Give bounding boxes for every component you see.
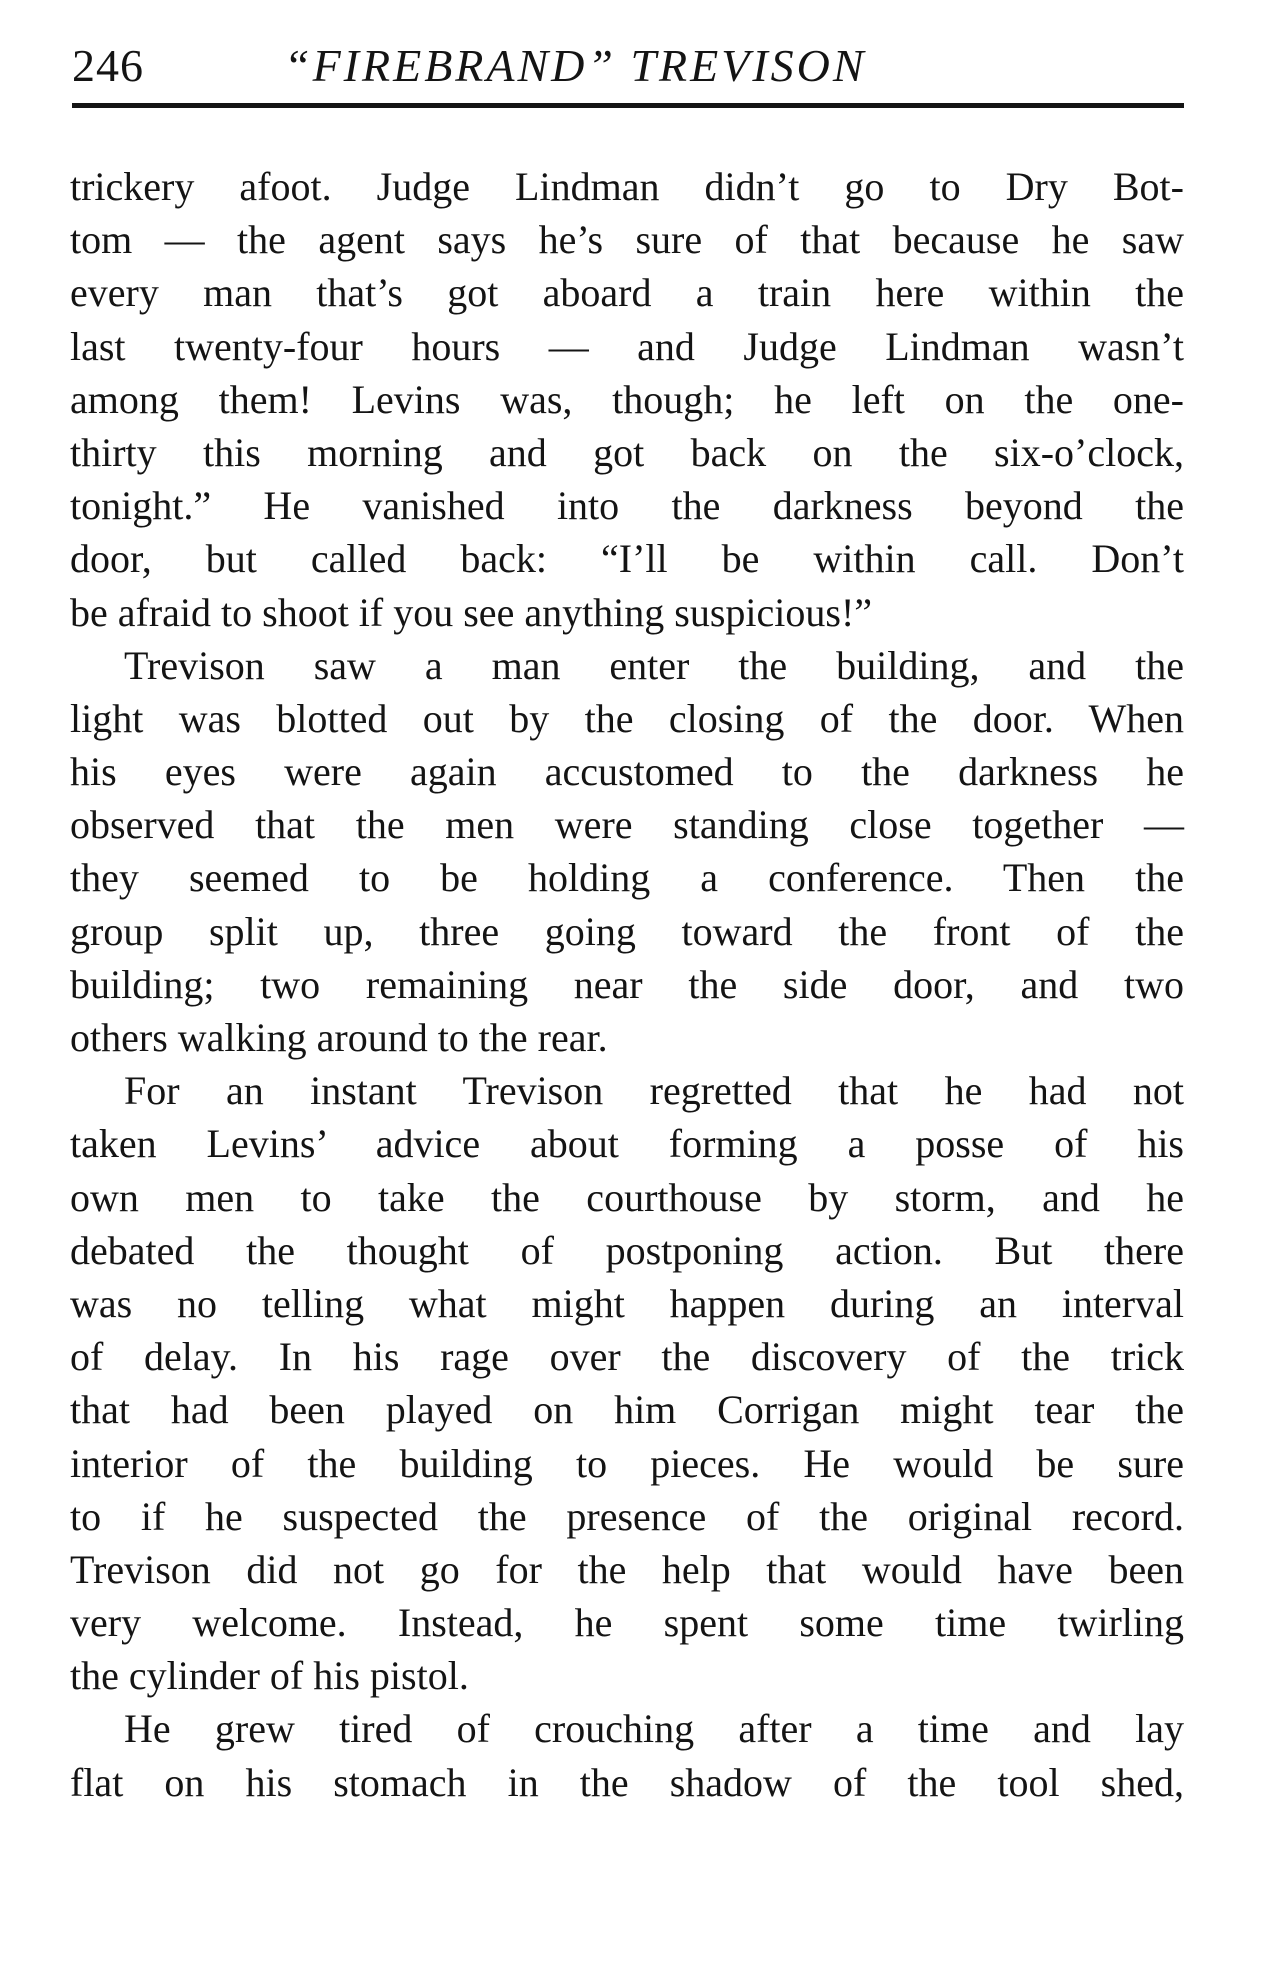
- paragraph-first-line: He grew tired of crouching after a time and lay: [124, 1706, 1184, 1752]
- text-line: his eyes were again accustomed to the darkness he: [70, 749, 1184, 795]
- running-title: “FIREBRAND” TREVISON: [284, 40, 867, 91]
- text-line: thirty this morning and got back on the six-o’clock,: [70, 429, 1184, 475]
- text-line: be afraid to shoot if you see anything suspicious!”: [70, 589, 873, 635]
- text-line: every man that’s got aboard a train here within the: [70, 270, 1184, 316]
- text-line: observed that the men were standing close together —: [70, 802, 1184, 848]
- text-line: interior of the building to pieces. He would be sure: [70, 1440, 1184, 1486]
- text-line: of delay. In his rage over the discovery of the trick: [70, 1334, 1184, 1380]
- text-line: they seemed to be holding a conference. Then the: [70, 855, 1184, 901]
- text-line: light was blotted out by the closing of the door. When: [70, 695, 1184, 741]
- text-line: taken Levins’ advice about forming a posse of his: [70, 1121, 1184, 1167]
- text-line: that had been played on him Corrigan might tear the: [70, 1387, 1184, 1433]
- text-line: among them! Levins was, though; he left on the one-: [70, 376, 1184, 422]
- paragraph-first-line: For an instant Trevison regretted that he had not: [124, 1068, 1184, 1114]
- text-line: tonight.” He vanished into the darkness beyond the: [70, 483, 1184, 529]
- text-line: to if he suspected the presence of the original record.: [70, 1493, 1184, 1539]
- text-line: Trevison did not go for the help that would have been: [70, 1546, 1184, 1592]
- text-line: was no telling what might happen during an interval: [70, 1280, 1184, 1326]
- text-line: the cylinder of his pistol.: [70, 1653, 469, 1699]
- paragraph-first-line: Trevison saw a man enter the building, and the: [124, 642, 1184, 688]
- text-line: flat on his stomach in the shadow of the tool shed,: [70, 1759, 1184, 1805]
- text-line: building; two remaining near the side door, and two: [70, 961, 1184, 1007]
- running-head: [72, 36, 1182, 96]
- text-line: tom — the agent says he’s sure of that because he saw: [70, 217, 1184, 263]
- header-rule: [72, 103, 1184, 108]
- text-line: own men to take the courthouse by storm, and he: [70, 1174, 1184, 1220]
- text-line: door, but called back: “I’ll be within call. Don’t: [70, 536, 1184, 582]
- text-line: very welcome. Instead, he spent some time twirling: [70, 1600, 1184, 1646]
- body-text: [70, 160, 1184, 1809]
- text-line: debated the thought of postponing action. But there: [70, 1227, 1184, 1273]
- text-line: last twenty-four hours — and Judge Lindman wasn’t: [70, 323, 1184, 369]
- text-line: trickery afoot. Judge Lindman didn’t go to Dry Bot-: [70, 164, 1184, 209]
- text-line: group split up, three going toward the front of the: [70, 908, 1184, 954]
- text-line: others walking around to the rear.: [70, 1015, 608, 1060]
- page-number: 246: [72, 40, 144, 91]
